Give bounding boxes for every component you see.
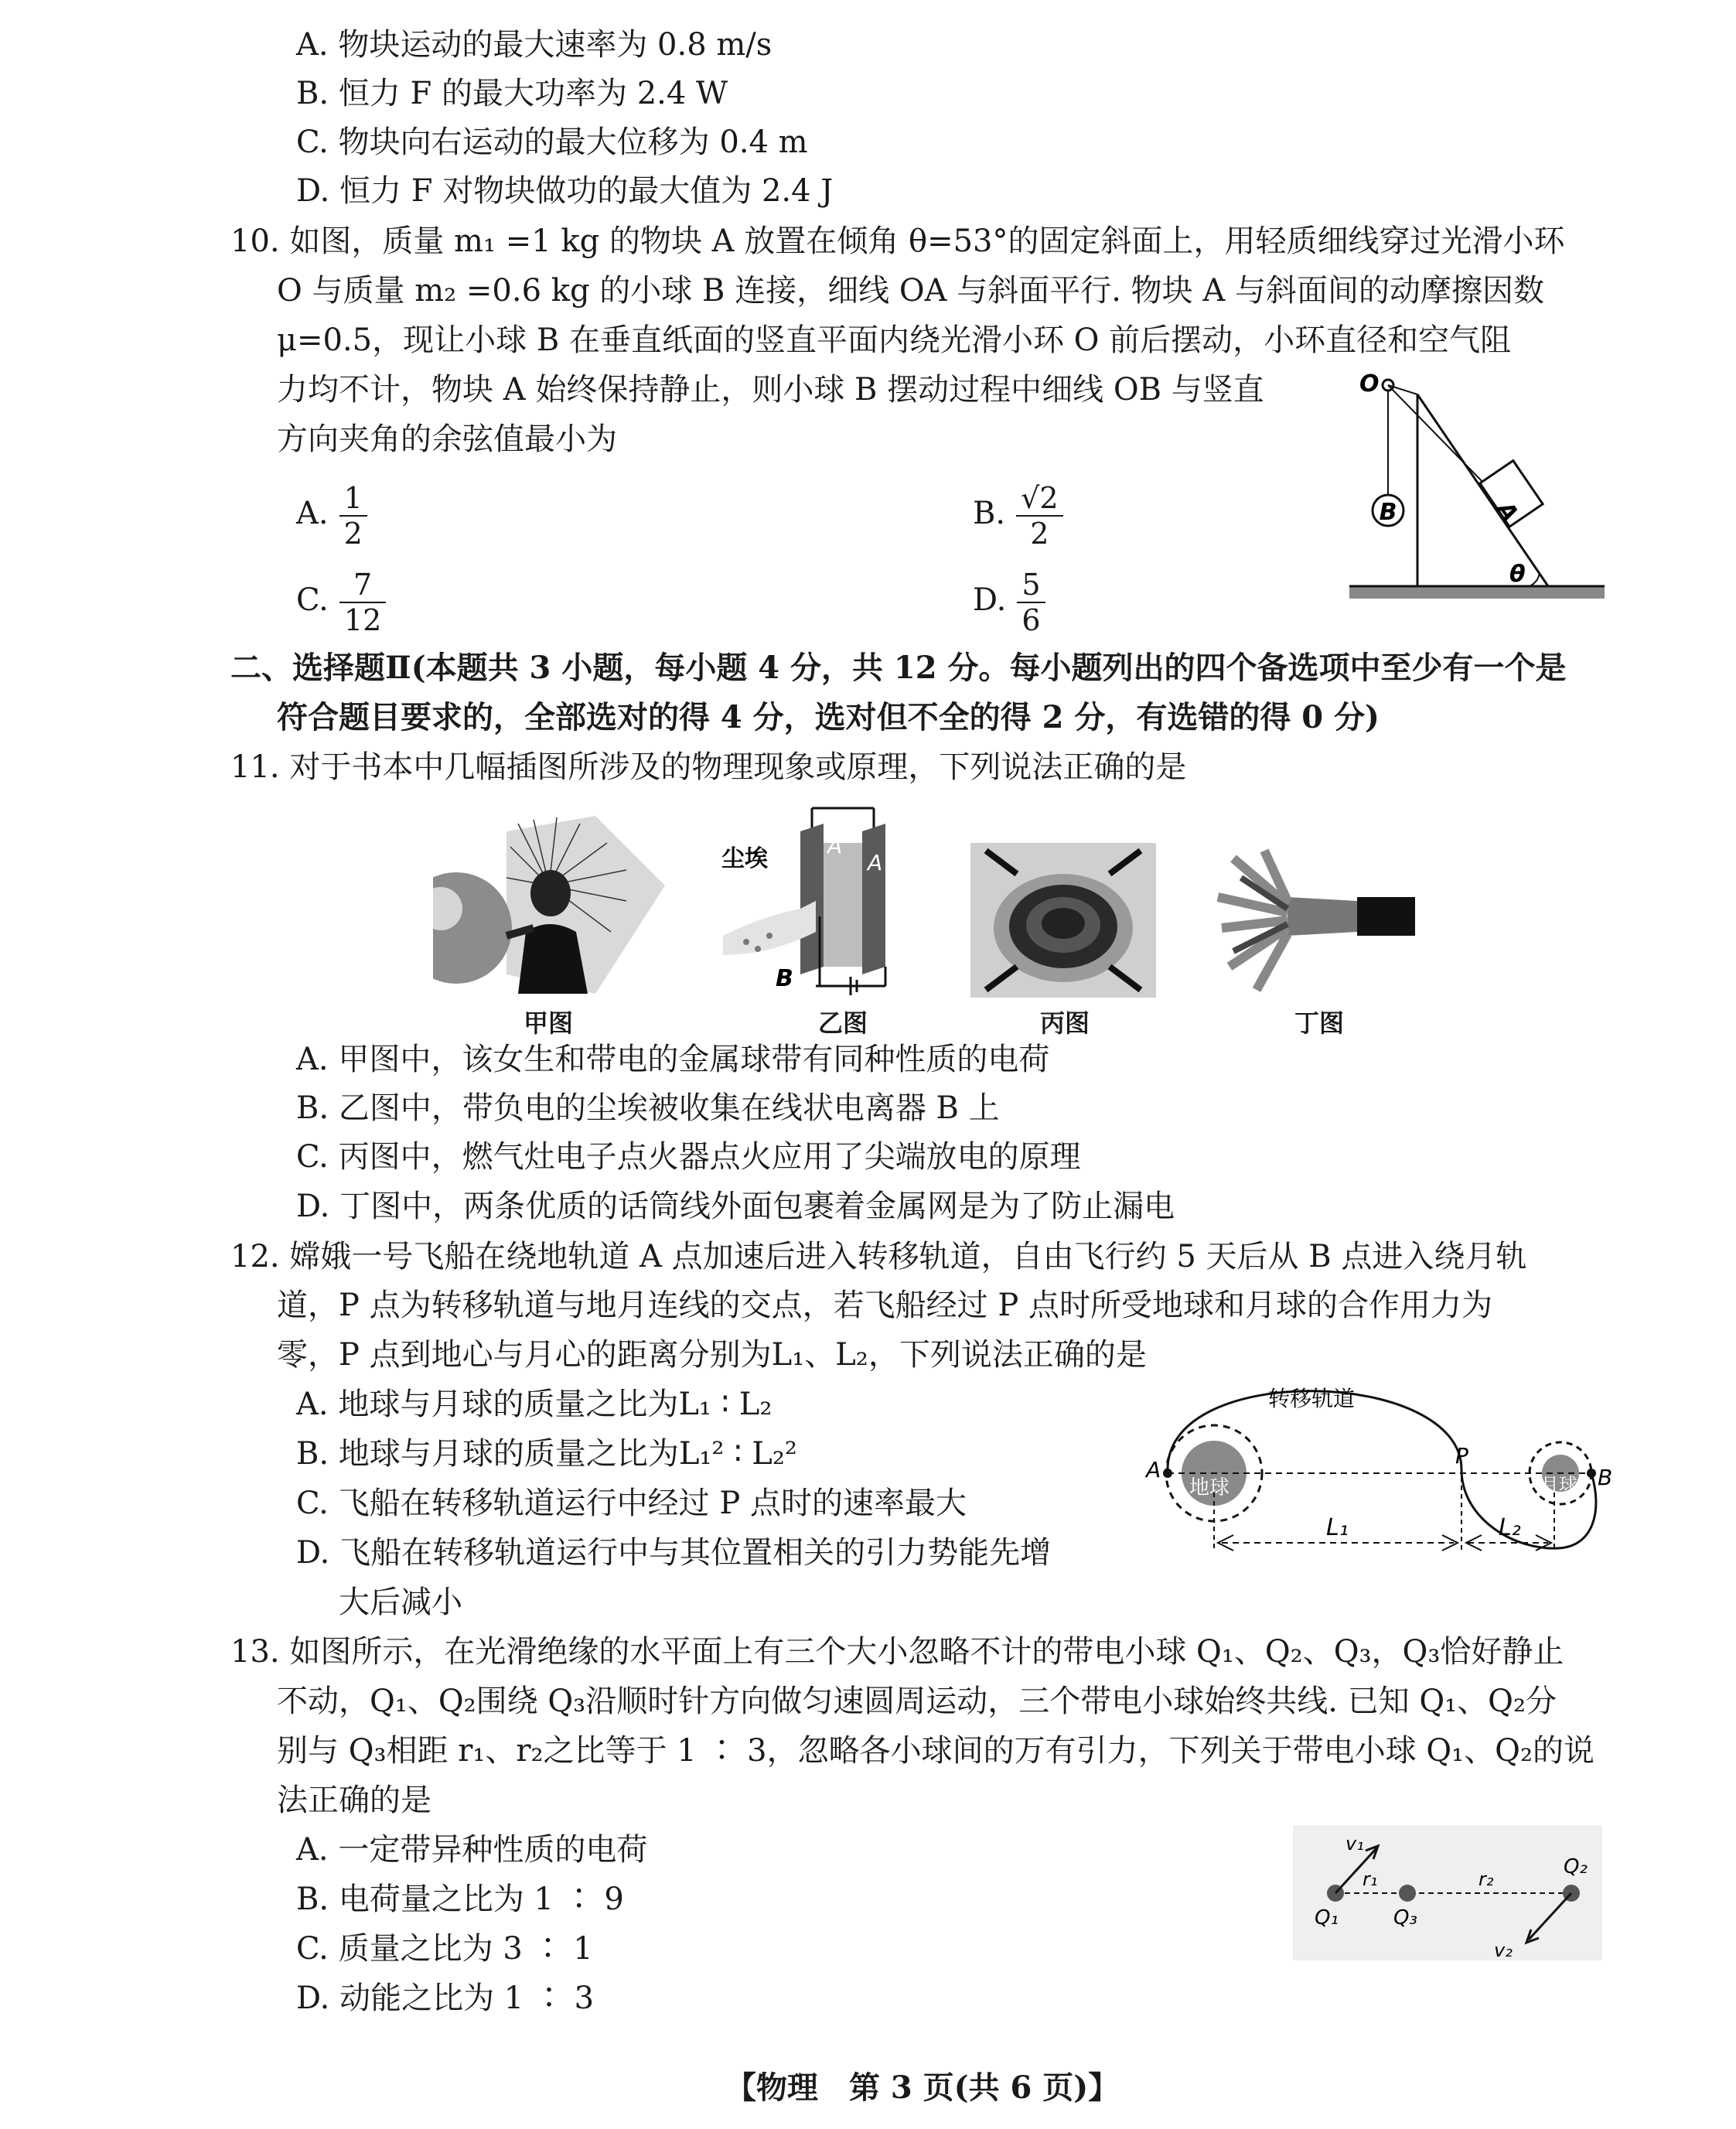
caption-jia: 甲图 <box>524 1008 574 1038</box>
q9-option-d: D. 恒力 F 对物块做功的最大值为 2.4 J <box>296 173 834 209</box>
q13-option-a: A. 一定带异种性质的电荷 <box>296 1832 648 1868</box>
q12-line-1: 12. 嫦娥一号飞船在绕地轨道 A 点加速后进入转移轨道，自由飞行约 5 天后从 B 点进入绕月轨 <box>230 1239 1527 1274</box>
q11-option-c: C. 丙图中，燃气灶电子点火器点火应用了尖端放电的原理 <box>296 1139 1081 1175</box>
label-a2: A <box>868 850 883 875</box>
q11-figure-bing <box>970 843 1156 998</box>
label-q3: Q₃ <box>1393 1906 1417 1929</box>
q9-option-b: B. 恒力 F 的最大功率为 2.4 W <box>296 76 728 111</box>
charge-q3 <box>1399 1885 1416 1902</box>
label-b: B <box>1598 1465 1613 1490</box>
label-b: B <box>1379 499 1397 526</box>
q10-line-1: 10. 如图，质量 m₁ =1 kg 的物块 A 放置在倾角 θ=53°的固定斜面上，用轻质细线穿过光滑小环 <box>230 223 1565 259</box>
section2-line-2: 符合题目要求的，全部选对的得 4 分，选对但不全的得 2 分，有选错的得 0 分) <box>277 699 1380 735</box>
ground <box>1349 586 1605 599</box>
label-q1: Q₁ <box>1315 1906 1339 1929</box>
q10-line-4: 力均不计，物块 A 始终保持静止，则小球 B 摆动过程中细线 OB 与竖直 <box>277 372 1264 408</box>
q11-stem: 11. 对于书本中几幅插图所涉及的物理现象或原理，下列说法正确的是 <box>230 749 1187 785</box>
q13-option-c: C. 质量之比为 3 ∶ 1 <box>296 1931 593 1967</box>
caption-ding: 丁图 <box>1294 1008 1345 1038</box>
q11-figure-yi <box>715 800 947 1001</box>
q13-option-b: B. 电荷量之比为 1 ∶ 9 <box>296 1882 624 1917</box>
q10-option-a: A. $\frac{1}{2}$ <box>296 481 367 551</box>
q13-line-1: 13. 如图所示，在光滑绝缘的水平面上有三个大小忽略不计的带电小球 Q₁、Q₂、Q₃，Q₃恰好静止 <box>230 1634 1564 1670</box>
q12-option-a: A. 地球与月球的质量之比为L₁ ∶ L₂ <box>296 1387 773 1422</box>
label-moon: 月球 <box>1540 1474 1577 1496</box>
q12-option-c: C. 飞船在转移轨道运行中经过 P 点时的速率最大 <box>296 1486 967 1521</box>
q13-charges-figure <box>1293 1825 1602 1960</box>
label-a1: A <box>827 833 843 858</box>
label-orbit: 转移轨道 <box>1268 1386 1356 1411</box>
section2-line-1: 二、选择题Ⅱ(本题共 3 小题，每小题 4 分，共 12 分。每小题列出的四个备选项中至少有一个是 <box>230 650 1567 686</box>
q10-line-2: O 与质量 m₂ =0.6 kg 的小球 B 连接，细线 OA 与斜面平行. 物块 A 与斜面间的动摩擦因数 <box>277 273 1544 309</box>
page-footer: 【物理 第 3 页(共 6 页)】 <box>725 2069 1120 2106</box>
label-l1: L₁ <box>1326 1514 1349 1541</box>
q11-option-b: B. 乙图中，带负电的尘埃被收集在线状电离器 B 上 <box>296 1090 1000 1126</box>
label-l2: L₂ <box>1499 1514 1521 1541</box>
q12-line-2: 道，P 点为转移轨道与地月连线的交点，若飞船经过 P 点时所受地球和月球的合作用力为 <box>277 1288 1492 1323</box>
q13-option-d: D. 动能之比为 1 ∶ 3 <box>296 1981 595 2016</box>
q13-line-3: 别与 Q₃相距 r₁、r₂之比等于 1 ∶ 3，忽略各小球间的万有引力，下列关于带电小球 Q₁、Q₂的说 <box>277 1733 1594 1769</box>
label-r1: r₁ <box>1363 1868 1378 1890</box>
label-b: B <box>776 965 793 992</box>
label-p: P <box>1455 1443 1468 1469</box>
q10-line-3: μ=0.5，现让小球 B 在垂直纸面的竖直平面内绕光滑小环 O 前后摆动，小环直径和空气阻 <box>277 322 1512 358</box>
q13-line-2: 不动，Q₁、Q₂围绕 Q₃沿顺时针方向做匀速圆周运动，三个带电小球始终共线. 已知 Q₁、Q₂分 <box>277 1684 1557 1719</box>
q12-option-d-2: 大后减小 <box>339 1585 462 1620</box>
q12-option-b: B. 地球与月球的质量之比为L₁² ∶ L₂² <box>296 1436 797 1472</box>
label-v1: v₁ <box>1345 1833 1364 1854</box>
label-q2: Q₂ <box>1564 1855 1588 1878</box>
label-dust: 尘埃 <box>721 845 768 872</box>
q11-figure-ding <box>1210 843 1419 998</box>
label-earth: 地球 <box>1189 1476 1230 1500</box>
q11-option-d: D. 丁图中，两条优质的话筒线外面包裹着金属网是为了防止漏电 <box>296 1189 1175 1224</box>
q10-option-d: D. $\frac{5}{6}$ <box>973 568 1045 637</box>
label-o: O <box>1359 370 1380 397</box>
label-a: A <box>1491 496 1524 527</box>
q9-option-c: C. 物块向右运动的最大位移为 0.4 m <box>296 125 808 160</box>
q10-option-c: C. $\frac{7}{12}$ <box>296 568 386 637</box>
q12-orbit-figure <box>1137 1377 1616 1585</box>
label-theta: θ <box>1509 561 1526 588</box>
caption-bing: 丙图 <box>1040 1008 1090 1038</box>
q11-option-a: A. 甲图中，该女生和带电的金属球带有同种性质的电荷 <box>296 1042 1050 1077</box>
label-r2: r₂ <box>1478 1868 1494 1890</box>
q9-option-a: A. 物块运动的最大速率为 0.8 m/s <box>296 27 773 63</box>
q10-incline-figure <box>1345 363 1608 611</box>
label-v2: v₂ <box>1494 1940 1513 1960</box>
caption-yi: 乙图 <box>818 1008 868 1038</box>
label-a: A <box>1146 1457 1161 1482</box>
string-oa <box>1388 385 1488 487</box>
q12-option-d-1: D. 飞船在转移轨道运行中与其位置相关的引力势能先增 <box>296 1535 1052 1571</box>
q11-figure-jia <box>433 800 673 1001</box>
q10-option-b: B. $\frac{√2}{2}$ <box>973 481 1063 551</box>
q10-line-5: 方向夹角的余弦值最小为 <box>277 421 617 457</box>
q13-line-4: 法正确的是 <box>277 1783 431 1818</box>
q12-line-3: 零，P 点到地心与月心的距离分别为L₁、L₂，下列说法正确的是 <box>277 1337 1147 1373</box>
